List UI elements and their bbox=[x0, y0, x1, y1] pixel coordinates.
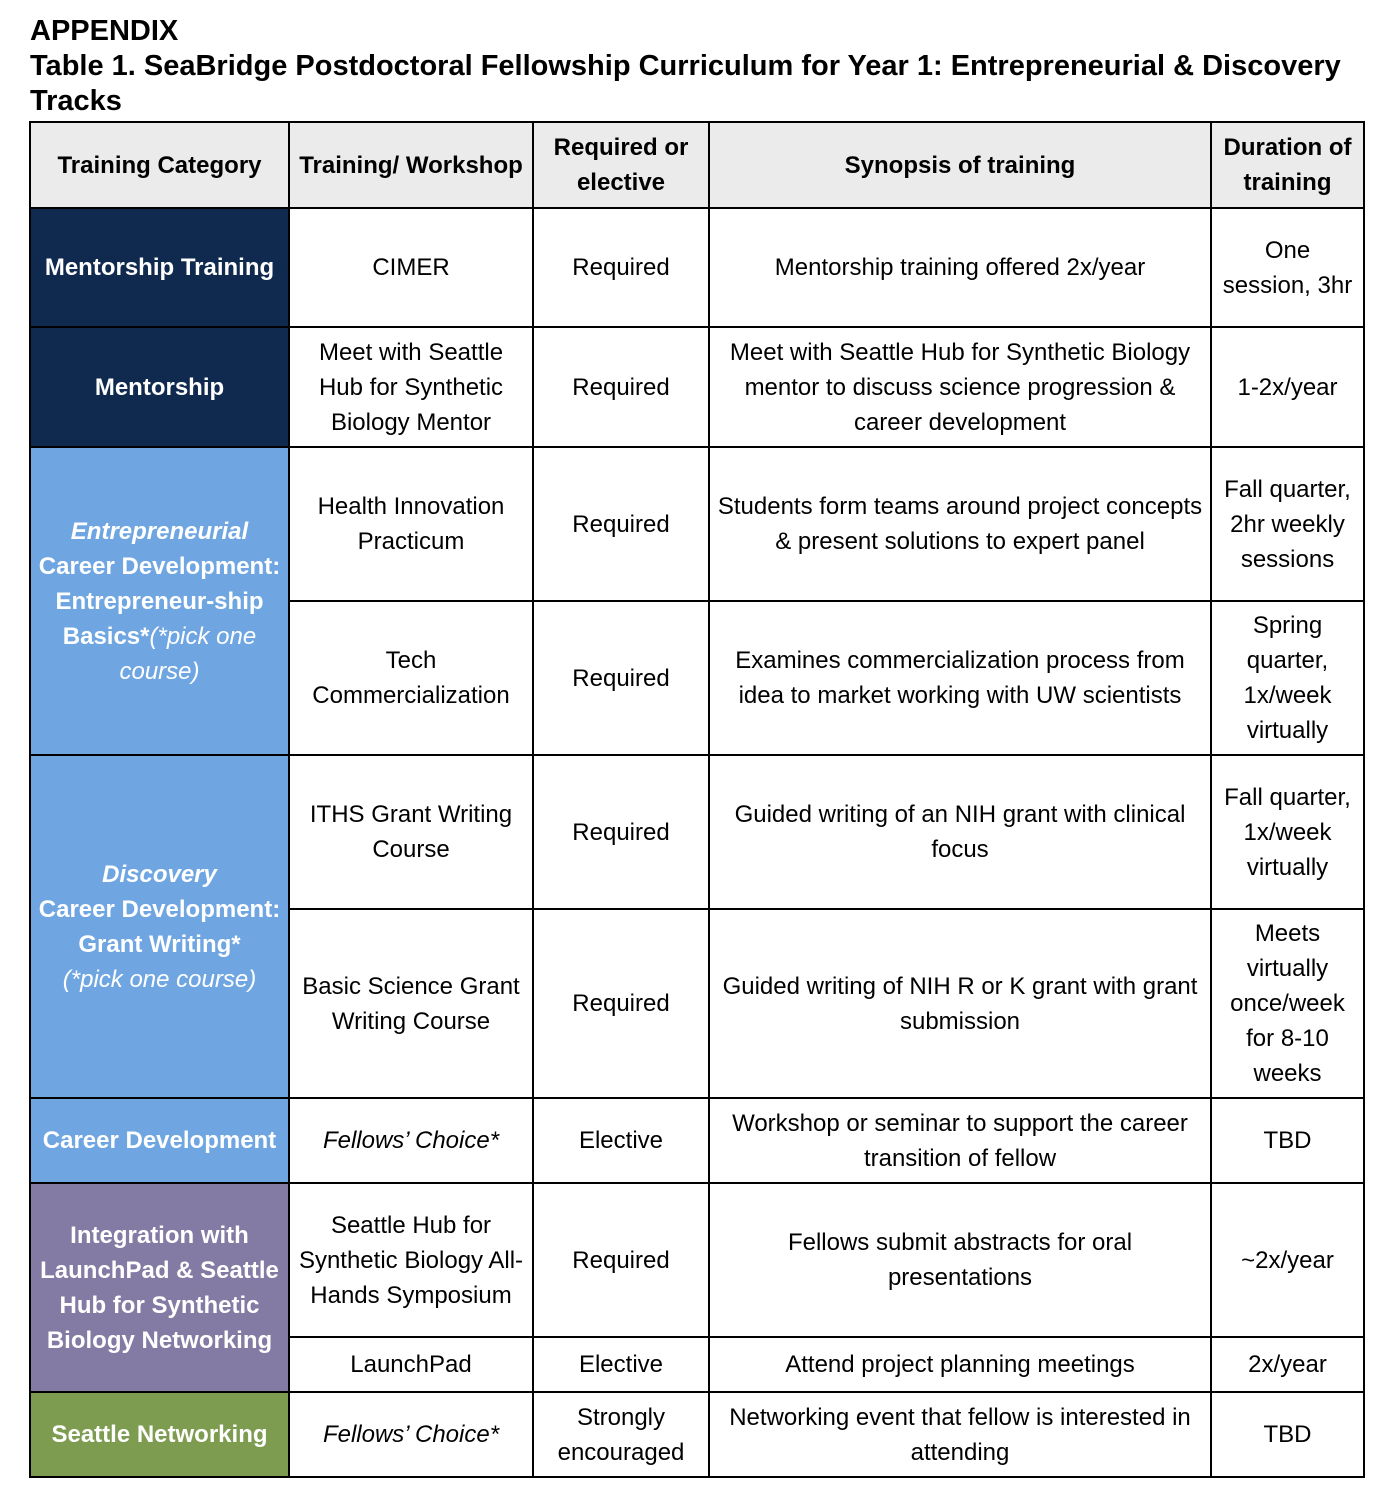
synopsis-cell: Guided writing of NIH R or K grant with grant submission bbox=[709, 909, 1211, 1098]
category-entrepreneurial-label: Career Development: Entrepreneur-ship Basics* bbox=[38, 552, 281, 650]
table-caption: Table 1. SeaBridge Postdoctoral Fellowship Curriculum for Year 1: Entrepreneurial & Discovery Tracks bbox=[30, 50, 1341, 117]
category-career-development: Career Development bbox=[30, 1098, 289, 1183]
document-heading bbox=[30, 14, 1360, 119]
duration-cell: 2x/year bbox=[1211, 1337, 1364, 1392]
training-cell: Meet with Seattle Hub for Synthetic Biology Mentor bbox=[289, 327, 533, 447]
header-training-category: Training Category bbox=[30, 122, 289, 208]
category-entrepreneurial-note: (*pick one course) bbox=[119, 622, 257, 685]
header-training-workshop: Training/ Workshop bbox=[289, 122, 533, 208]
table-header-row bbox=[30, 122, 1364, 208]
appendix-title: APPENDIX bbox=[30, 15, 179, 47]
duration-cell: TBD bbox=[1211, 1098, 1364, 1183]
header-required-or-elective: Required or elective bbox=[533, 122, 709, 208]
category-discovery-italic: Discovery bbox=[102, 860, 217, 888]
required-cell: Strongly encouraged bbox=[533, 1392, 709, 1477]
required-cell: Elective bbox=[533, 1098, 709, 1183]
duration-cell: Fall quarter, 1x/week virtually bbox=[1211, 755, 1364, 909]
category-discovery bbox=[30, 755, 289, 1098]
synopsis-cell: Students form teams around project concepts & present solutions to expert panel bbox=[709, 447, 1211, 601]
category-mentorship-training: Mentorship Training bbox=[30, 208, 289, 327]
category-mentorship: Mentorship bbox=[30, 327, 289, 447]
training-cell: LaunchPad bbox=[289, 1337, 533, 1392]
training-cell: Fellows’ Choice* bbox=[289, 1392, 533, 1477]
table-row bbox=[30, 1183, 1364, 1337]
category-seattle-networking: Seattle Networking bbox=[30, 1392, 289, 1477]
duration-cell: 1-2x/year bbox=[1211, 327, 1364, 447]
required-cell: Required bbox=[533, 601, 709, 755]
training-cell: ITHS Grant Writing Course bbox=[289, 755, 533, 909]
required-cell: Required bbox=[533, 327, 709, 447]
table-row bbox=[30, 208, 1364, 327]
synopsis-cell: Mentorship training offered 2x/year bbox=[709, 208, 1211, 327]
category-entrepreneurial-italic: Entrepreneurial bbox=[70, 517, 249, 545]
required-cell: Elective bbox=[533, 1337, 709, 1392]
training-cell: Fellows’ Choice* bbox=[289, 1098, 533, 1183]
synopsis-cell: Attend project planning meetings bbox=[709, 1337, 1211, 1392]
table-row bbox=[30, 755, 1364, 909]
category-discovery-label: Career Development: Grant Writing* bbox=[38, 895, 281, 958]
required-cell: Required bbox=[533, 208, 709, 327]
curriculum-table bbox=[29, 121, 1365, 1478]
synopsis-cell: Networking event that fellow is interested in attending bbox=[709, 1392, 1211, 1477]
training-cell: Basic Science Grant Writing Course bbox=[289, 909, 533, 1098]
duration-cell: TBD bbox=[1211, 1392, 1364, 1477]
synopsis-cell: Examines commercialization process from idea to market working with UW scientists bbox=[709, 601, 1211, 755]
category-integration: Integration with LaunchPad & Seattle Hub for Synthetic Biology Networking bbox=[30, 1183, 289, 1392]
duration-cell: One session, 3hr bbox=[1211, 208, 1364, 327]
duration-cell: Meets virtually once/week for 8-10 weeks bbox=[1211, 909, 1364, 1098]
synopsis-cell: Meet with Seattle Hub for Synthetic Biology mentor to discuss science progression & career development bbox=[709, 327, 1211, 447]
training-cell: Tech Commercialization bbox=[289, 601, 533, 755]
category-discovery-note: (*pick one course) bbox=[62, 965, 257, 993]
category-entrepreneurial bbox=[30, 447, 289, 755]
required-cell: Required bbox=[533, 909, 709, 1098]
synopsis-cell: Fellows submit abstracts for oral presentations bbox=[709, 1183, 1211, 1337]
required-cell: Required bbox=[533, 755, 709, 909]
duration-cell: ~2x/year bbox=[1211, 1183, 1364, 1337]
header-synopsis: Synopsis of training bbox=[709, 122, 1211, 208]
table-row bbox=[30, 1098, 1364, 1183]
table-row bbox=[30, 327, 1364, 447]
synopsis-cell: Workshop or seminar to support the career transition of fellow bbox=[709, 1098, 1211, 1183]
training-cell: Seattle Hub for Synthetic Biology All-Hands Symposium bbox=[289, 1183, 533, 1337]
header-duration: Duration of training bbox=[1211, 122, 1364, 208]
synopsis-cell: Guided writing of an NIH grant with clinical focus bbox=[709, 755, 1211, 909]
required-cell: Required bbox=[533, 1183, 709, 1337]
table-row bbox=[30, 1392, 1364, 1477]
training-cell: CIMER bbox=[289, 208, 533, 327]
table-row bbox=[30, 447, 1364, 601]
duration-cell: Spring quarter, 1x/week virtually bbox=[1211, 601, 1364, 755]
duration-cell: Fall quarter, 2hr weekly sessions bbox=[1211, 447, 1364, 601]
training-cell: Health Innovation Practicum bbox=[289, 447, 533, 601]
required-cell: Required bbox=[533, 447, 709, 601]
